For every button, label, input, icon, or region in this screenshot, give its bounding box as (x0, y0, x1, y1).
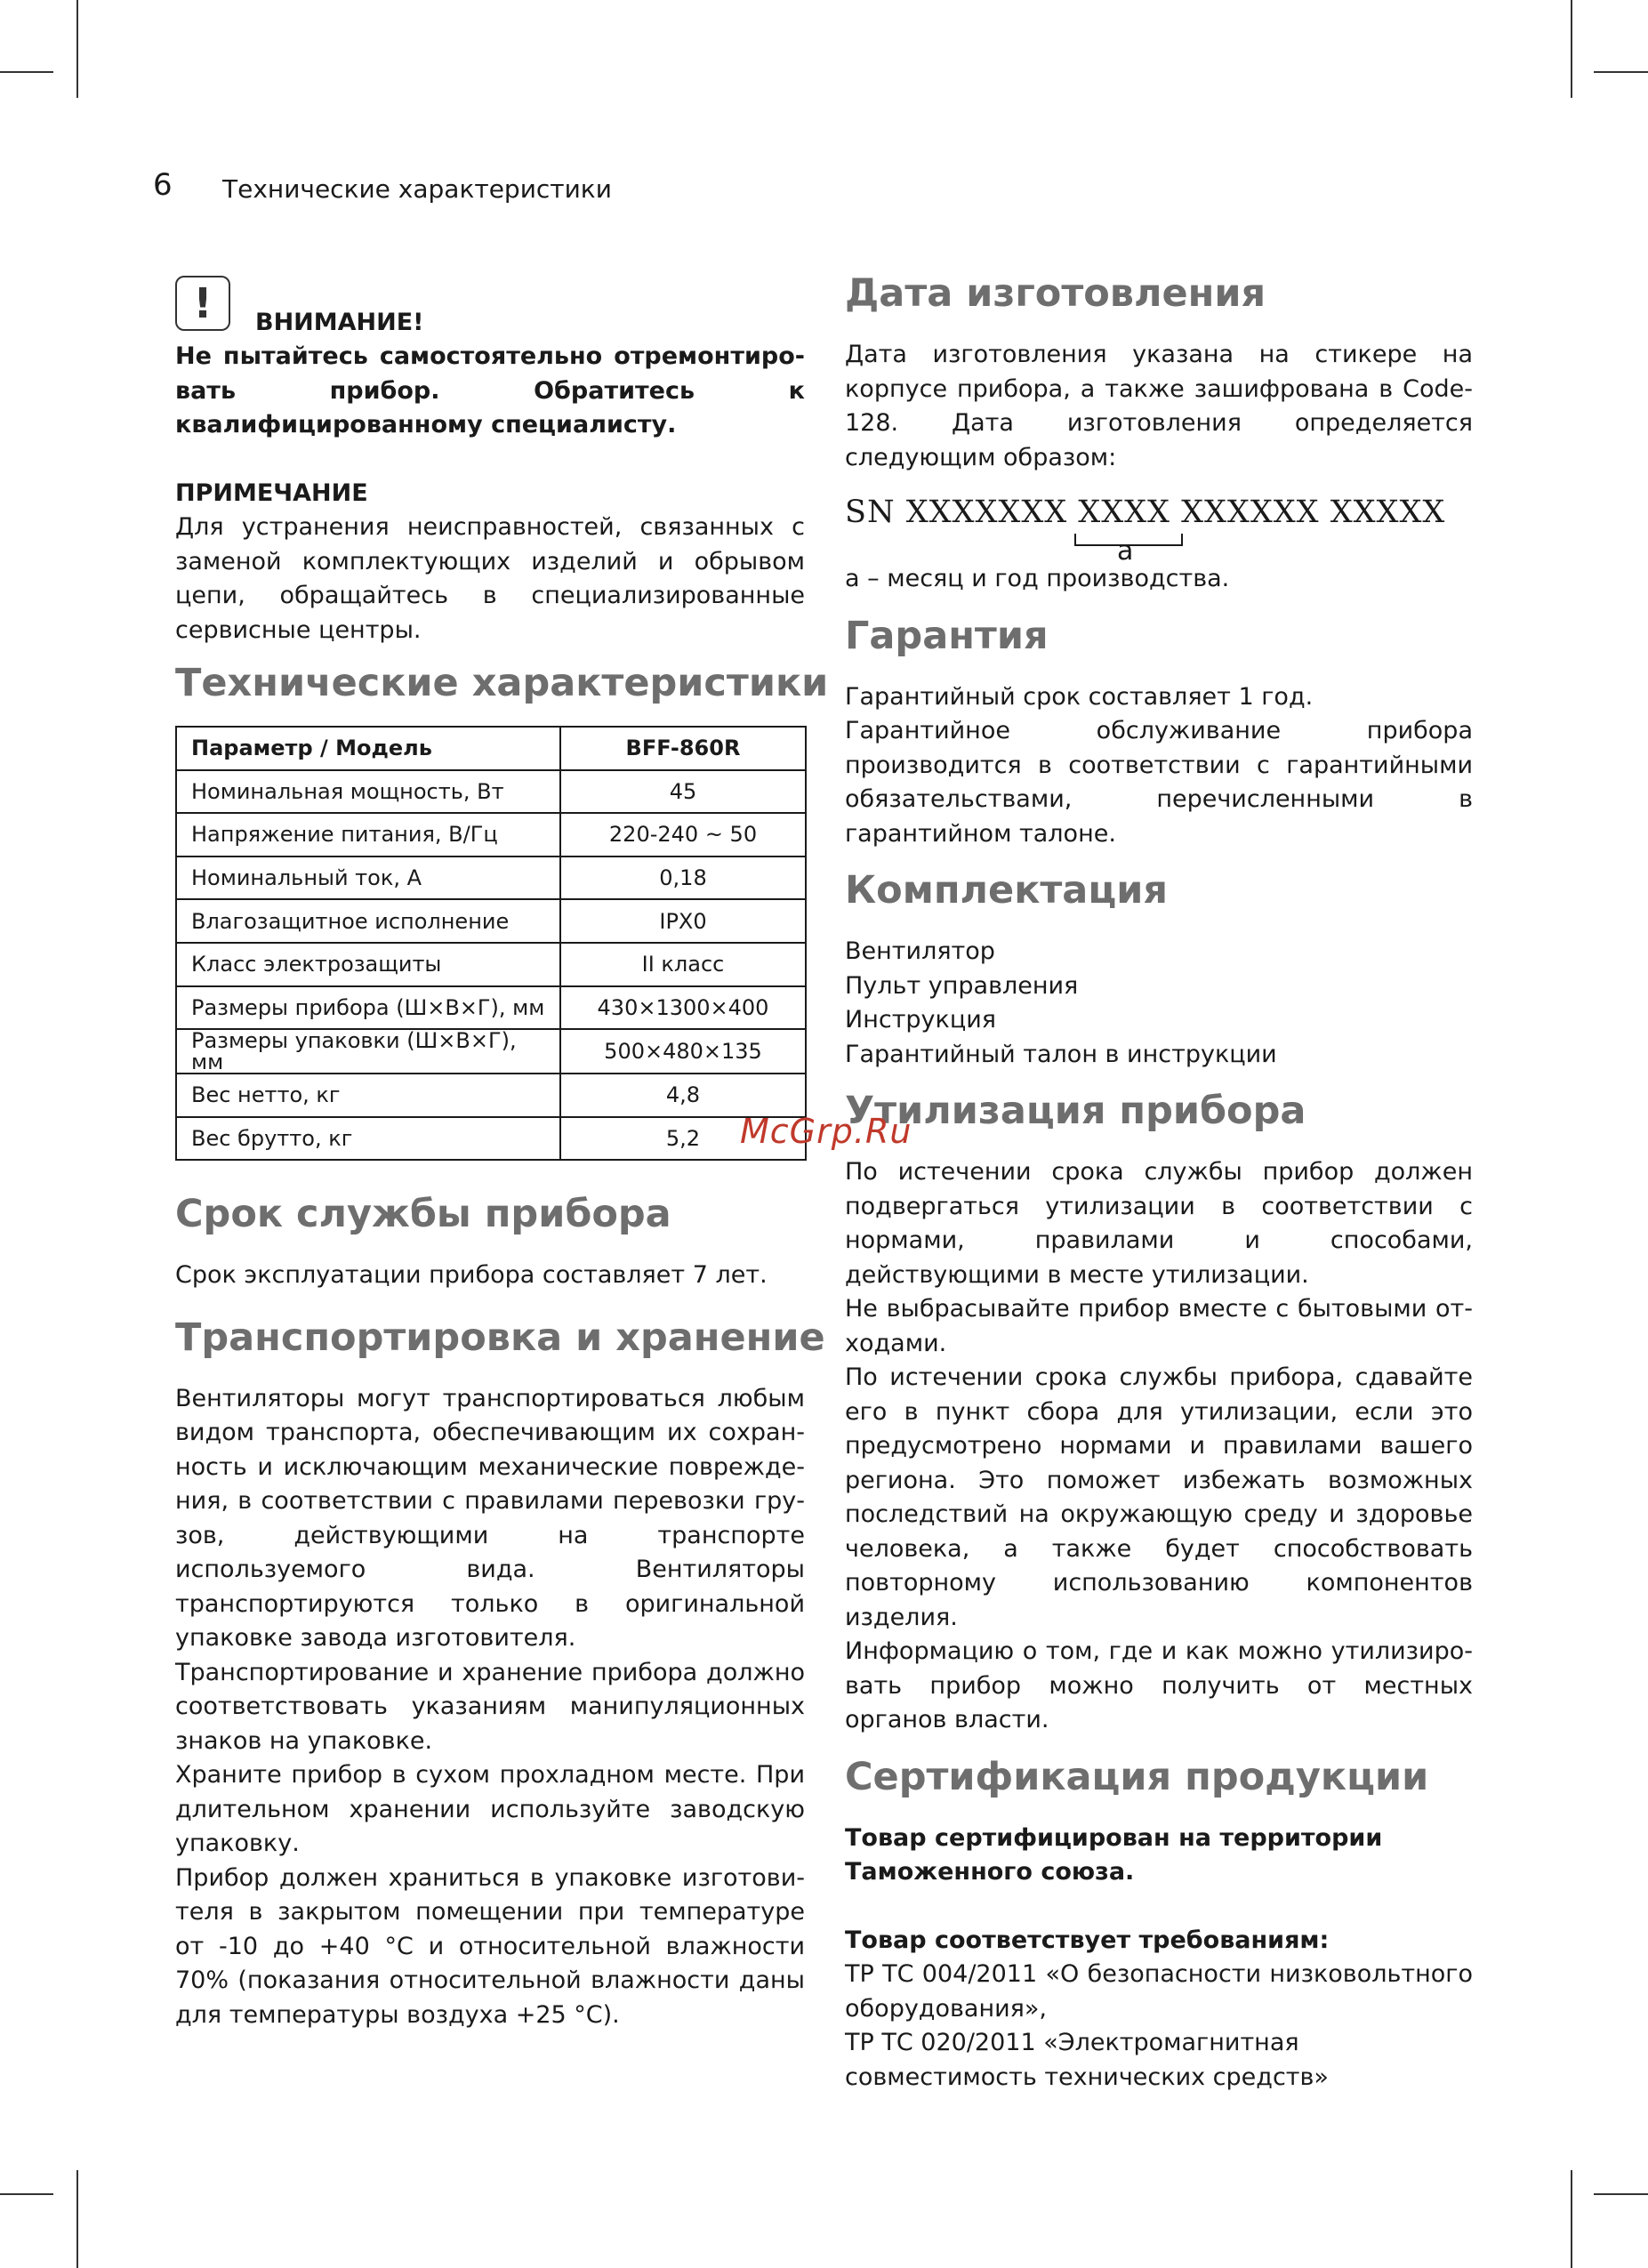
disposal-paragraph: По истечении срока службы прибор должен подвергаться утилизации в соответствии с нормами, правилами и способами, действующими в месте утилизации. (845, 1158, 1473, 1289)
value-cell: 4,8 (560, 1074, 806, 1117)
param-cell: Номинальная мощность, Вт (176, 770, 560, 814)
list-item: Пульт управления (845, 971, 1079, 1000)
disposal-heading: Утилизация прибора (845, 1089, 1306, 1133)
crop-mark (1594, 71, 1648, 73)
table-row (176, 899, 806, 943)
manufacture-heading: Дата изготовления (845, 271, 1266, 316)
crop-mark (1594, 2193, 1648, 2195)
transport-paragraph: Транспортирование и хранение прибора должно соответствовать указаниям манипуляционных знаков на упаковке. (175, 1658, 805, 1755)
table-row (176, 1029, 806, 1074)
specs-heading: Технические характеристики (175, 661, 829, 705)
warranty-heading: Гарантия (845, 613, 1049, 658)
table-row (176, 813, 806, 857)
certification-requirements-title: Товар соответствует требованиям: (845, 1926, 1330, 1954)
disposal-paragraph: По истечении срока службы прибора, сдавайте его в пункт сбора для утилизации, если это предусмотрено нормами и правилами вашего региона. Это поможет избежать возможных последствий на окружающую среду и здоровье человека, а также будет способствовать повторному использованию компонентов изделия. (845, 1363, 1473, 1631)
table-header-cell: Параметр / Модель (176, 727, 560, 770)
warranty-body (845, 680, 1473, 852)
warning-title: ВНИМАНИЕ! (255, 309, 424, 336)
package-list (845, 935, 1473, 1072)
table-row (176, 986, 806, 1030)
certification-standard: ТР ТС 004/2011 «О безопасности низковольтного оборудования», (845, 1960, 1473, 2023)
note-text: Для устранения неисправностей, связанных с заменой комплектующих изделий и обрывом цепи, обращайтесь в специализированные сервисные центры. (175, 513, 805, 644)
value-cell: 5,2 (560, 1117, 806, 1161)
crop-mark (76, 0, 78, 98)
transport-body (175, 1382, 805, 2033)
warranty-paragraph: Гарантийное обслуживание прибора производится в соответствии с гарантийными обязательствами, перечисленными в гарантийном талоне. (845, 717, 1473, 848)
note-title: ПРИМЕЧАНИЕ (175, 479, 368, 507)
crop-mark (1571, 2170, 1572, 2268)
transport-paragraph: Прибор должен храниться в упаковке изготовителя в закрытом помещении при температуре от -10 до +40 °С и относительной влажности 70% (показания относительной влажности даны для температуры воздуха +25 °С). (175, 1863, 805, 2029)
value-cell: II класс (560, 943, 806, 986)
list-item: Вентилятор (845, 937, 995, 965)
package-heading: Комплектация (845, 868, 1168, 913)
param-cell: Вес брутто, кг (176, 1117, 560, 1161)
page-number: 6 (153, 167, 173, 203)
disposal-paragraph: Не выбрасывайте прибор вместе с бытовыми отходами. (845, 1295, 1473, 1357)
param-cell: Напряжение питания, В/Гц (176, 813, 560, 857)
value-cell: IPX0 (560, 899, 806, 943)
service-life-heading: Срок службы прибора (175, 1192, 671, 1237)
serial-number-code: SN XXXXXXX XXXX XXXXXX XXXXX (845, 495, 1446, 530)
list-item: Гарантийный талон в инструкции (845, 1040, 1277, 1068)
warranty-paragraph: Гарантийный срок составляет 1 год. (845, 682, 1314, 711)
value-cell: 500×480×135 (560, 1029, 806, 1074)
warning-text: Не пытайтесь самостоятельно отремонтировать прибор. Обратитесь к квалифицированному специалисту. (175, 342, 805, 438)
running-title: Технические характеристики (222, 174, 612, 204)
manufacture-text: Дата изготовления указана на стикере на корпусе прибора, а также зашифрована в Code-128. Дата изготовления определяется следующим образом: (845, 341, 1473, 471)
warning-header (175, 267, 805, 340)
disposal-body (845, 1155, 1473, 1738)
manufacture-legend: а – месяц и год производства. (845, 565, 1230, 592)
crop-mark (0, 2193, 53, 2195)
disposal-paragraph: Информацию о том, где и как можно утилизировать прибор можно получить от местных органов власти. (845, 1637, 1473, 1733)
table-row (176, 943, 806, 986)
table-row (176, 857, 806, 900)
crop-mark (76, 2170, 78, 2268)
specs-table (175, 726, 807, 1161)
serial-number-diagram (845, 495, 1473, 567)
date-marker: a (1117, 535, 1134, 567)
table-row (176, 1117, 806, 1161)
crop-mark (0, 71, 53, 73)
service-life-text: Срок эксплуатации прибора составляет 7 лет. (175, 1261, 768, 1290)
param-cell: Размеры прибора (Ш×В×Г), мм (176, 986, 560, 1030)
transport-paragraph: Вентиляторы могут транспортироваться любым видом транспорта, обеспечивающим их сохранность и исключающим механические повреждения, в соответствии с правилами перевозки грузов, действующими на транспорте используемого вида. Вентиляторы транспортируются только в оригинальной упаковке завода изготовителя. (175, 1384, 805, 1653)
value-cell: 430×1300×400 (560, 986, 806, 1030)
param-cell: Вес нетто, кг (176, 1074, 560, 1117)
param-cell: Размеры упаковки (Ш×В×Г), мм (176, 1029, 560, 1074)
watermark: McGrp.Ru (740, 1112, 912, 1151)
table-header-row (176, 727, 806, 770)
transport-paragraph: Храните прибор в сухом прохладном месте. При длительном хранении используйте заводскую упаковку. (175, 1761, 805, 1858)
right-column (845, 267, 1473, 2095)
param-cell: Влагозащитное исполнение (176, 899, 560, 943)
certification-statement: Товар сертифицирован на территории Таможенного союза. (845, 1823, 1383, 1886)
warning-icon: ! (175, 276, 230, 331)
table-row (176, 770, 806, 814)
list-item: Инструкция (845, 1006, 997, 1033)
param-cell: Класс электрозащиты (176, 943, 560, 986)
value-cell: 0,18 (560, 857, 806, 900)
crop-mark (1571, 0, 1572, 98)
param-cell: Номинальный ток, А (176, 857, 560, 900)
certification-body (845, 1822, 1473, 2095)
certification-heading: Сертификация продукции (845, 1754, 1429, 1799)
certification-standard: ТР ТС 020/2011 «Электромагнитная совместимость технических средств» (845, 2029, 1329, 2091)
value-cell: 220-240 ~ 50 (560, 813, 806, 857)
table-header-cell: BFF-860R (560, 727, 806, 770)
value-cell: 45 (560, 770, 806, 814)
transport-heading: Транспортировка и хранение (175, 1315, 825, 1360)
table-row (176, 1074, 806, 1117)
